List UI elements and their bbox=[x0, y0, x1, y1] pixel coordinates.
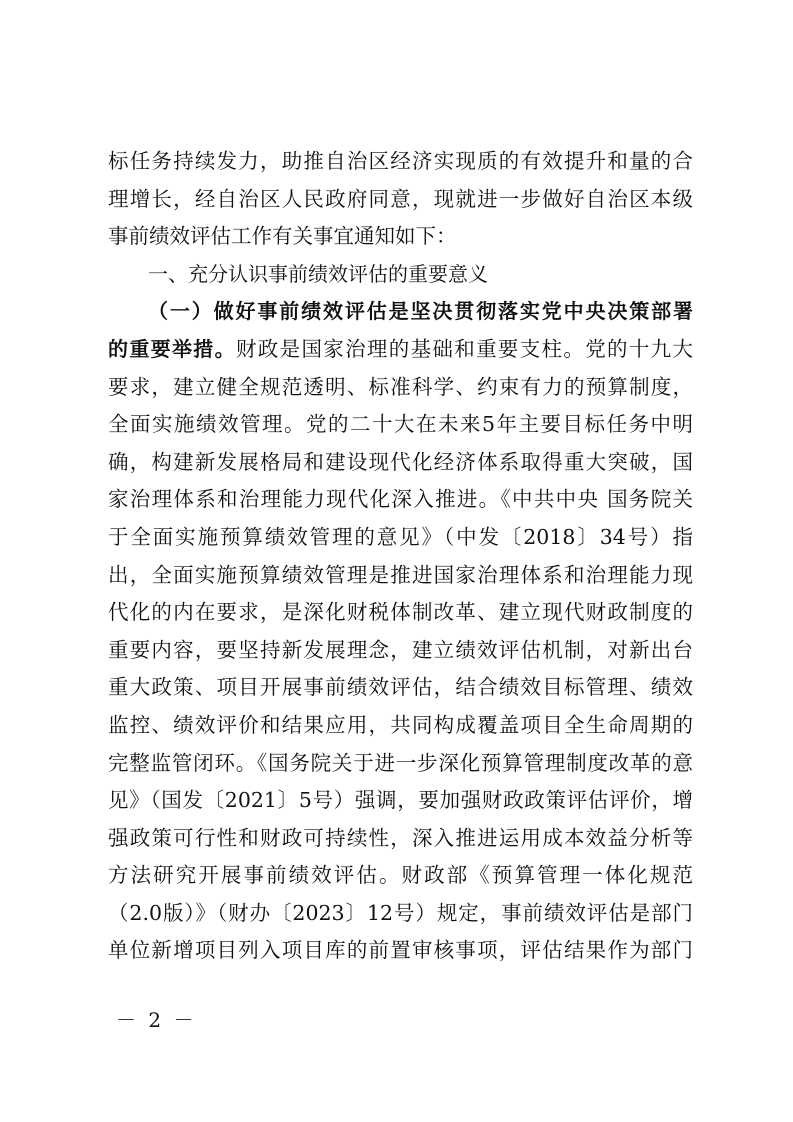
page-number: － 2 － bbox=[116, 1008, 197, 1032]
paragraph-line: 于全面实施预算绩效管理的意见》（中发〔2018〕34号）指 bbox=[108, 524, 693, 549]
paragraph-line: 完整监管闭环。《国务院关于进一步深化预算管理制度改革的意 bbox=[108, 750, 693, 775]
intro-line: 事前绩效评估工作有关事宜通知如下： bbox=[108, 224, 457, 249]
paragraph-line: 全面实施绩效管理。党的二十大在未来5年主要目标任务中明 bbox=[108, 412, 693, 437]
paragraph-line: 出，全面实施预算绩效管理是推进国家治理体系和治理能力现 bbox=[108, 562, 693, 587]
subheading-title: （一）做好事前绩效评估是坚决贯彻落实党中央决策部署 bbox=[148, 299, 693, 324]
paragraph-line: 要求，建立健全规范透明、标准科学、约束有力的预算制度， bbox=[108, 374, 693, 399]
paragraph-line: 重大政策、项目开展事前绩效评估，结合绩效目标管理、绩效 bbox=[108, 675, 693, 700]
paragraph-line: 单位新增项目列入项目库的前置审核事项，评估结果作为部门 bbox=[108, 938, 693, 963]
section-heading: 一、充分认识事前绩效评估的重要意义 bbox=[148, 261, 488, 286]
paragraph-line: 家治理体系和治理能力现代化深入推进。《中共中央 国务院关 bbox=[108, 487, 693, 512]
paragraph-line: 代化的内在要求，是深化财税体制改革、建立现代财政制度的 bbox=[108, 600, 693, 625]
paragraph-line: 重要内容，要坚持新发展理念，建立绩效评估机制，对新出台 bbox=[108, 637, 693, 662]
body-text bbox=[108, 143, 693, 970]
subheading-title-end: 的重要举措。 bbox=[108, 336, 236, 361]
paragraph-text: 财政是国家治理的基础和重要支柱。党的十九大 bbox=[235, 336, 693, 361]
paragraph-line: 确，构建新发展格局和建设现代化经济体系取得重大突破，国 bbox=[108, 449, 693, 474]
paragraph-line: 监控、绩效评价和结果应用，共同构成覆盖项目全生命周期的 bbox=[108, 712, 693, 737]
intro-line: 理增长，经自治区人民政府同意，现就进一步做好自治区本级 bbox=[108, 186, 693, 211]
paragraph-line bbox=[108, 331, 693, 369]
intro-line: 标任务持续发力，助推自治区经济实现质的有效提升和量的合 bbox=[108, 149, 693, 173]
paragraph-line: （2.0版）》（财办〔2023〕12号）规定，事前绩效评估是部门 bbox=[108, 900, 693, 925]
subheading-line bbox=[108, 293, 693, 331]
paragraph-line: 见》（国发〔2021〕5号）强调，要加强财政政策评估评价，增 bbox=[108, 788, 693, 813]
paragraph-line: 强政策可行性和财政可持续性，深入推进运用成本效益分析等 bbox=[108, 825, 693, 850]
paragraph-line: 方法研究开展事前绩效评估。财政部《预算管理一体化规范 bbox=[108, 863, 693, 888]
